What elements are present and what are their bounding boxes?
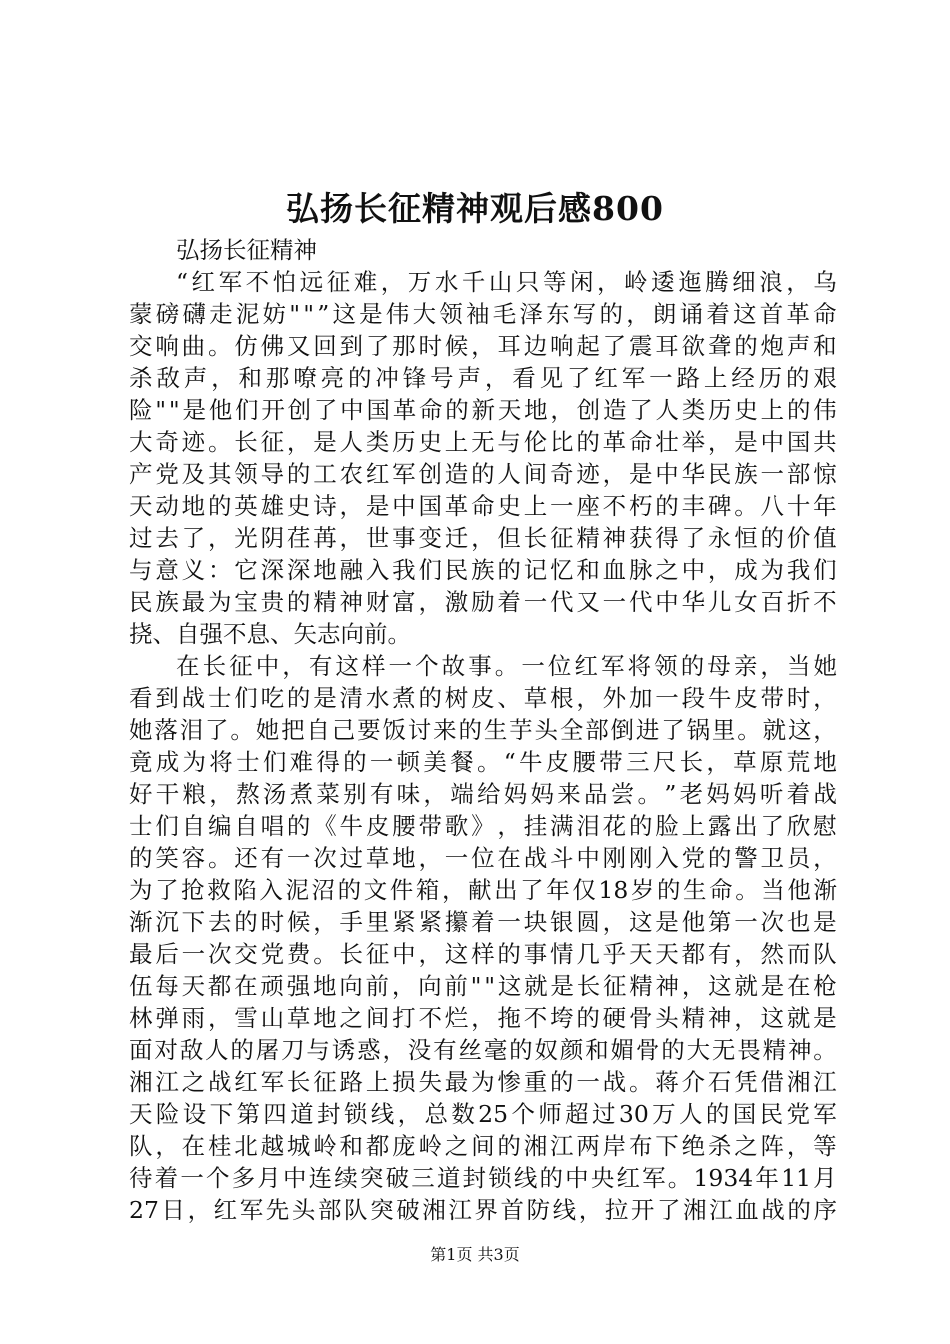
text-line: 杀 敌 声 ， 和 那 嘹 亮 的 冲 锋 号 声 ， 看 见 了 红 军 一 路 上 经 历 的 艰 [129,364,837,392]
text-line: 好 干 粮 ， 熬 汤 煮 菜 别 有 味 ， 端 给 妈 妈 来 品 尝 。 ” 老 妈 妈 听 着 战 [129,780,837,808]
text-line: 面 对 敌 人 的 屠 刀 与 诱 惑 ， 没 有 丝 毫 的 奴 颜 和 媚 骨 的 大 无 畏 精 神 。 [129,1036,837,1064]
text-line: 待 着 一 个 多 月 中 连 续 突 破 三 道 封 锁 线 的 中 央 红 军 。 1934 年 11 月 [129,1164,837,1192]
paragraph-lines [129,266,837,1226]
text-line: 与 意 义 ： 它 深 深 地 融 入 我 们 民 族 的 记 忆 和 血 脉 之 中 ， 成 为 我 们 [129,556,837,584]
text-line: 队 ， 在 桂 北 越 城 岭 和 都 庞 岭 之 间 的 湘 江 两 岸 布 下 绝 杀 之 阵 ， 等 [129,1132,837,1160]
document-body [129,234,837,1226]
text-line: 最 后 一 次 交 党 费 。 长 征 中 ， 这 样 的 事 情 几 乎 天 天 都 有 ， 然 而 队 [129,940,837,968]
text-line: 竟 成 为 将 士 们 难 得 的 一 顿 美 餐 。 “ 牛 皮 腰 带 三 尺 长 ， 草 原 荒 地 [129,748,837,776]
text-line: 蒙 磅 礴 走 泥 妨 " " ” 这 是 伟 大 领 袖 毛 泽 东 写 的 ， 朗 诵 着 这 首 革 命 [129,300,837,328]
page-number: 第1页 共3页 [430,1245,520,1264]
text-line: 过 去 了 ， 光 阴 荏 苒 ， 世 事 变 迁 ， 但 长 征 精 神 获 得 了 永 恒 的 价 值 [129,524,837,552]
text-line: 她 落 泪 了 。 她 把 自 己 要 饭 讨 来 的 生 芋 头 全 部 倒 进 了 锅 里 。 就 这 ， [129,716,837,744]
text-line: 民 族 最 为 宝 贵 的 精 神 财 富 ， 激 励 着 一 代 又 一 代 中 华 儿 女 百 折 不 [129,588,837,616]
text-line: 交 响 曲 。 仿 佛 又 回 到 了 那 时 候 ， 耳 边 响 起 了 震 耳 欲 聋 的 炮 声 和 [129,332,837,360]
text-line: 天 险 设 下 第 四 道 封 锁 线 ， 总 数 25 个 师 超 过 30 万 人 的 国 民 党 军 [129,1100,837,1128]
text-line: 在 长 征 中 ， 有 这 样 一 个 故 事 。 一 位 红 军 将 领 的 母 亲 ， 当 她 [176,652,837,680]
text-line: 为 了 抢 救 陷 入 泥 沼 的 文 件 箱 ， 献 出 了 年 仅 18 岁 的 生 命 。 当 他 渐 [129,876,837,904]
text-line: 的 笑 容 。 还 有 一 次 过 草 地 ， 一 位 在 战 斗 中 刚 刚 入 党 的 警 卫 员 ， [129,844,837,872]
text-line: 27 日 ， 红 军 先 头 部 队 突 破 湘 江 界 首 防 线 ， 拉 开 了 湘 江 血 战 的 序 [129,1196,837,1224]
text-line: 看 到 战 士 们 吃 的 是 清 水 煮 的 树 皮 、 草 根 ， 外 加 一 段 牛 皮 带 时 ， [129,684,837,712]
text-line: 渐 沉 下 去 的 时 候 ， 手 里 紧 紧 攥 着 一 块 银 圆 ， 这 是 他 第 一 次 也 是 [129,908,837,936]
text-line: 湘 江 之 战 红 军 长 征 路 上 损 失 最 为 惨 重 的 一 战 。 蒋 介 石 凭 借 湘 江 [129,1068,837,1096]
text-line: 天 动 地 的 英 雄 史 诗 ， 是 中 国 革 命 史 上 一 座 不 朽 的 丰 碑 。 八 十 年 [129,492,837,520]
text-line: 林 弹 雨 ， 雪 山 草 地 之 间 打 不 烂 ， 拖 不 垮 的 硬 骨 头 精 神 ， 这 就 是 [129,1004,837,1032]
subtitle-line [129,234,837,266]
text-line: “ 红 军 不 怕 远 征 难 ， 万 水 千 山 只 等 闲 ， 岭 逶 迤 腾 细 浪 ， 乌 [176,268,837,296]
text-line: 伍 每 天 都 在 顽 强 地 向 前 ， 向 前 " " 这 就 是 长 征 精 神 ， 这 就 是 在 枪 [129,972,837,1000]
text-line-content: 挠、自强不息、矢志向前。 [129,620,411,648]
text-line: 险 " " 是 他 们 开 创 了 中 国 革 命 的 新 天 地 ， 创 造 了 人 类 历 史 上 的 伟 [129,396,837,424]
text-line: 士 们 自 编 自 唱 的 《 牛 皮 腰 带 歌 》 ， 挂 满 泪 花 的 脸 上 露 出 了 欣 慰 [129,812,837,840]
text-line: 大 奇 迹 。 长 征 ， 是 人 类 历 史 上 无 与 伦 比 的 革 命 壮 举 ， 是 中 国 共 [129,428,837,456]
document-title: 弘扬长征精神观后感800 [286,189,664,228]
text-line [129,618,837,650]
text-line: 产 党 及 其 领 导 的 工 农 红 军 创 造 的 人 间 奇 迹 ， 是 中 华 民 族 一 部 惊 [129,460,837,488]
document-subtitle: 弘扬长征精神 [176,236,317,264]
